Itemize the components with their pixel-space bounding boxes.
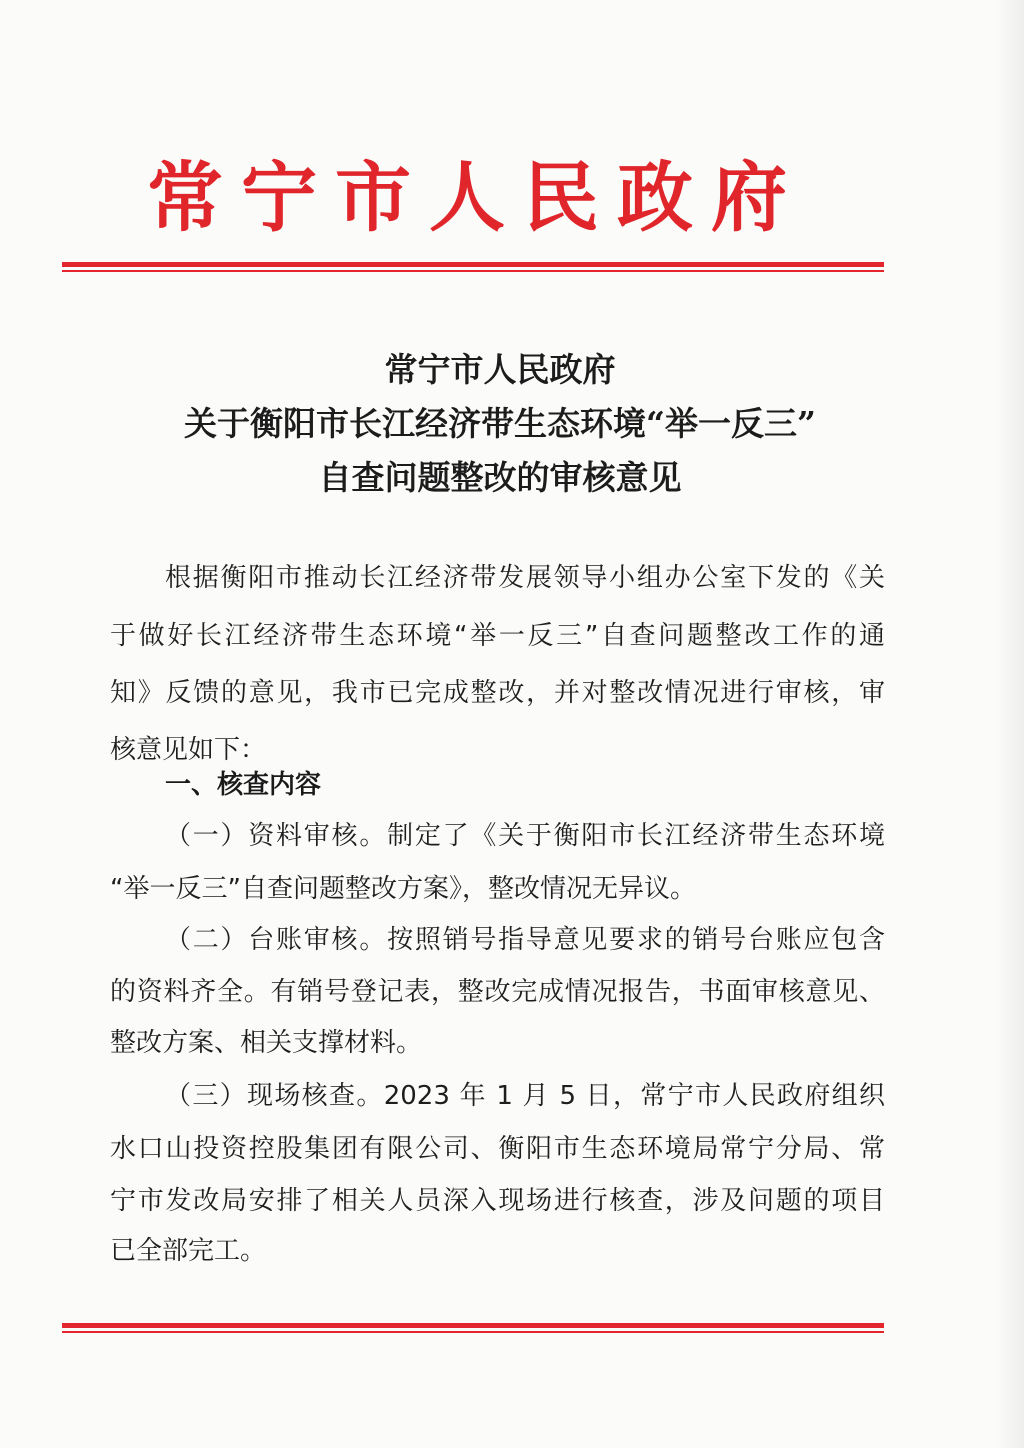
document-title-line-1: 常宁市人民政府 [384, 350, 616, 389]
item3-line-4: 已全部完工。 [110, 1236, 267, 1266]
item1-line-2: “举一反三”自查问题整改方案》，整改情况无异议。 [110, 874, 696, 904]
item2-line-2: 的资料齐全。有销号登记表，整改完成情况报告，书面审核意见、 [110, 977, 885, 1007]
item3-line-3: 宁市发改局安排了相关人员深入现场进行核查，涉及问题的项目 [110, 1186, 885, 1216]
red-divider-bottom [62, 1323, 884, 1333]
item1-line-1: （一）资料审核。制定了《关于衡阳市长江经济带生态环境 [165, 821, 885, 851]
item2-line-3: 整改方案、相关支撑材料。 [110, 1028, 423, 1058]
item3-line-2: 水口山投资控股集团有限公司、衡阳市生态环境局常宁分局、常 [110, 1134, 885, 1164]
issuing-authority-header: 常宁市人民政府 [147, 153, 805, 242]
item3-line-1: （三）现场核查。2023 年 1 月 5 日，常宁市人民政府组织 [165, 1081, 885, 1111]
intro-line-4: 核意见如下： [110, 735, 267, 765]
intro-line-2: 于做好长江经济带生态环境“举一反三”自查问题整改工作的通 [110, 621, 885, 651]
document-title-line-3: 自查问题整改的审核意见 [318, 458, 682, 497]
intro-line-1: 根据衡阳市推动长江经济带发展领导小组办公室下发的《关 [165, 563, 885, 593]
page-edge-shadow [994, 0, 1024, 1448]
section-heading: 一、核查内容 [165, 770, 322, 800]
document-title-line-2: 关于衡阳市长江经济带生态环境“举一反三” [184, 404, 816, 443]
red-divider-top [62, 262, 884, 272]
intro-line-3: 知》反馈的意见，我市已完成整改，并对整改情况进行审核，审 [110, 678, 885, 708]
item2-line-1: （二）台账审核。按照销号指导意见要求的销号台账应包含 [165, 925, 885, 955]
